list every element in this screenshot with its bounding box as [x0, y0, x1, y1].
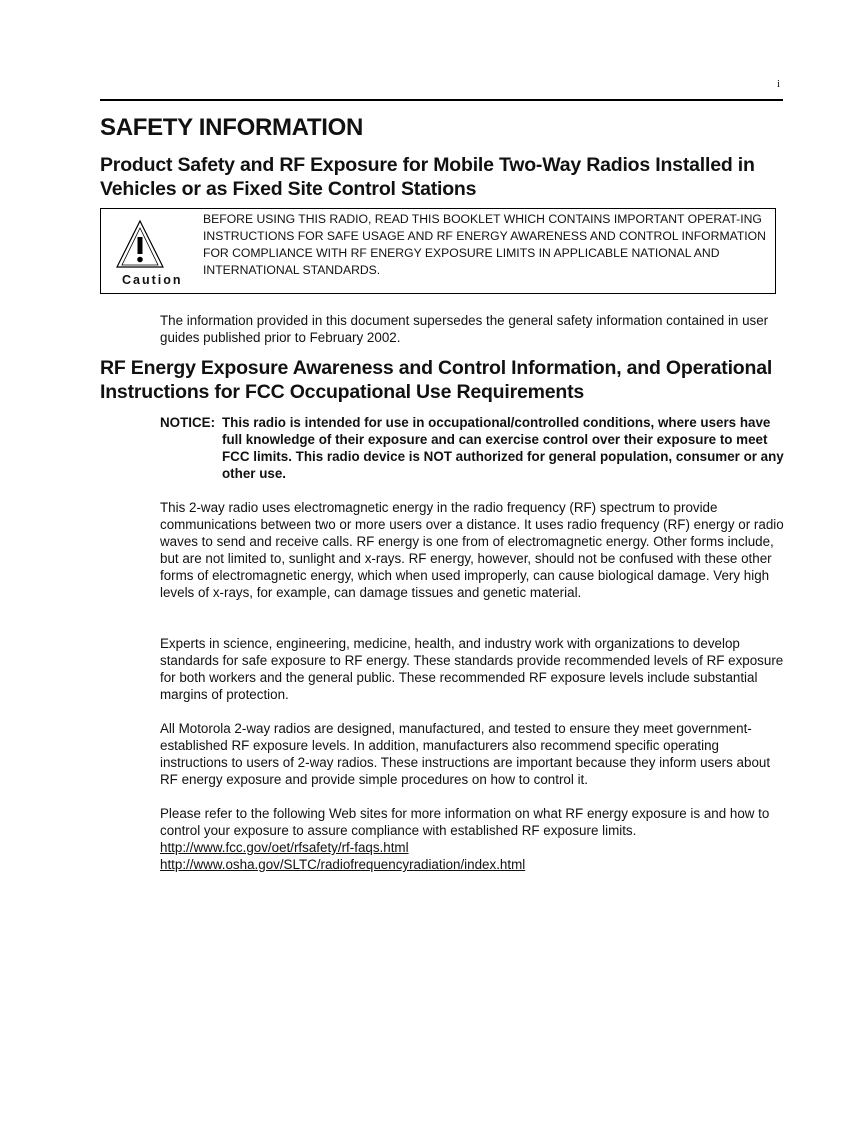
section-heading-rf-exposure: RF Energy Exposure Awareness and Control Information, and Operational Instructions for FCC Occupational Use Requirements [100, 357, 773, 403]
caution-text: BEFORE USING THIS RADIO, READ THIS BOOKLET WHICH CONTAINS IMPORTANT OPERAT-ING INSTRUCTIONS FOR SAFE USAGE AND RF ENERGY AWARENESS AND CONTROL INFORMATION FOR COMPLIANCE WITH RF ENERGY EXPOSURE LIMITS IN APPLICABLE NATIONAL AND INTERNATIONAL STANDARDS. [203, 212, 766, 277]
references-text: Please refer to the following Web sites for more information on what RF energy exposure is and how to control your exposure to assure compliance with established RF exposure limits. [160, 806, 770, 838]
paragraph-rf-energy: This 2-way radio uses electromagnetic energy in the radio frequency (RF) spectrum to provide communications between two or more users over a distance. It uses radio frequency (RF) energy or radio waves to send and receive calls. RF energy is one from of electromagnetic energy. Other forms include, but are not limited to, sunlight and x-rays. RF energy, however, should not be confused with these other forms of electromagnetic energy, which when used improperly, can cause biological damage. Very high levels of x-rays, for example, can damage tissues and genetic material. [160, 500, 784, 600]
notice [160, 414, 785, 482]
page-number: i [777, 78, 781, 90]
warning-triangle-icon [115, 219, 165, 269]
notice-text: This radio is intended for use in occupational/controlled conditions, where users have full knowledge of their exposure and can exercise control over their exposure to meet FCC limits. This radio device is NOT authorized for general population, consumer or any other use. [222, 415, 784, 481]
paragraph-references [160, 805, 785, 873]
paragraph-motorola: All Motorola 2-way radios are designed, manufactured, and tested to ensure they meet government-established RF exposure levels. In addition, manufacturers also recommend specific operating instructions to users of 2-way radios. These instructions are important because they inform users about RF energy exposure and provide simple procedures on how to control it. [160, 721, 771, 787]
page-title: SAFETY INFORMATION [100, 114, 364, 141]
notice-label: NOTICE: [160, 415, 216, 430]
link-fcc[interactable]: http://www.fcc.gov/oet/rfsafety/rf-faqs.html [160, 840, 409, 855]
intro-paragraph: The information provided in this document supersedes the general safety information contained in user guides published prior to February 2002. [160, 313, 769, 345]
caution-label: Caution [122, 273, 183, 287]
link-osha[interactable]: http://www.osha.gov/SLTC/radiofrequencyradiation/index.html [160, 857, 526, 872]
section-heading-product-safety: Product Safety and RF Exposure for Mobile Two-Way Radios Installed in Vehicles or as Fixed Site Control Stations [100, 154, 755, 200]
paragraph-experts: Experts in science, engineering, medicine, health, and industry work with organizations to develop standards for safe exposure to RF energy. These standards provide recommended levels of RF exposure for both workers and the general public. These recommended RF exposure levels include substantial margins of protection. [160, 636, 784, 702]
caution-box [100, 208, 776, 294]
header-rule [100, 99, 783, 101]
